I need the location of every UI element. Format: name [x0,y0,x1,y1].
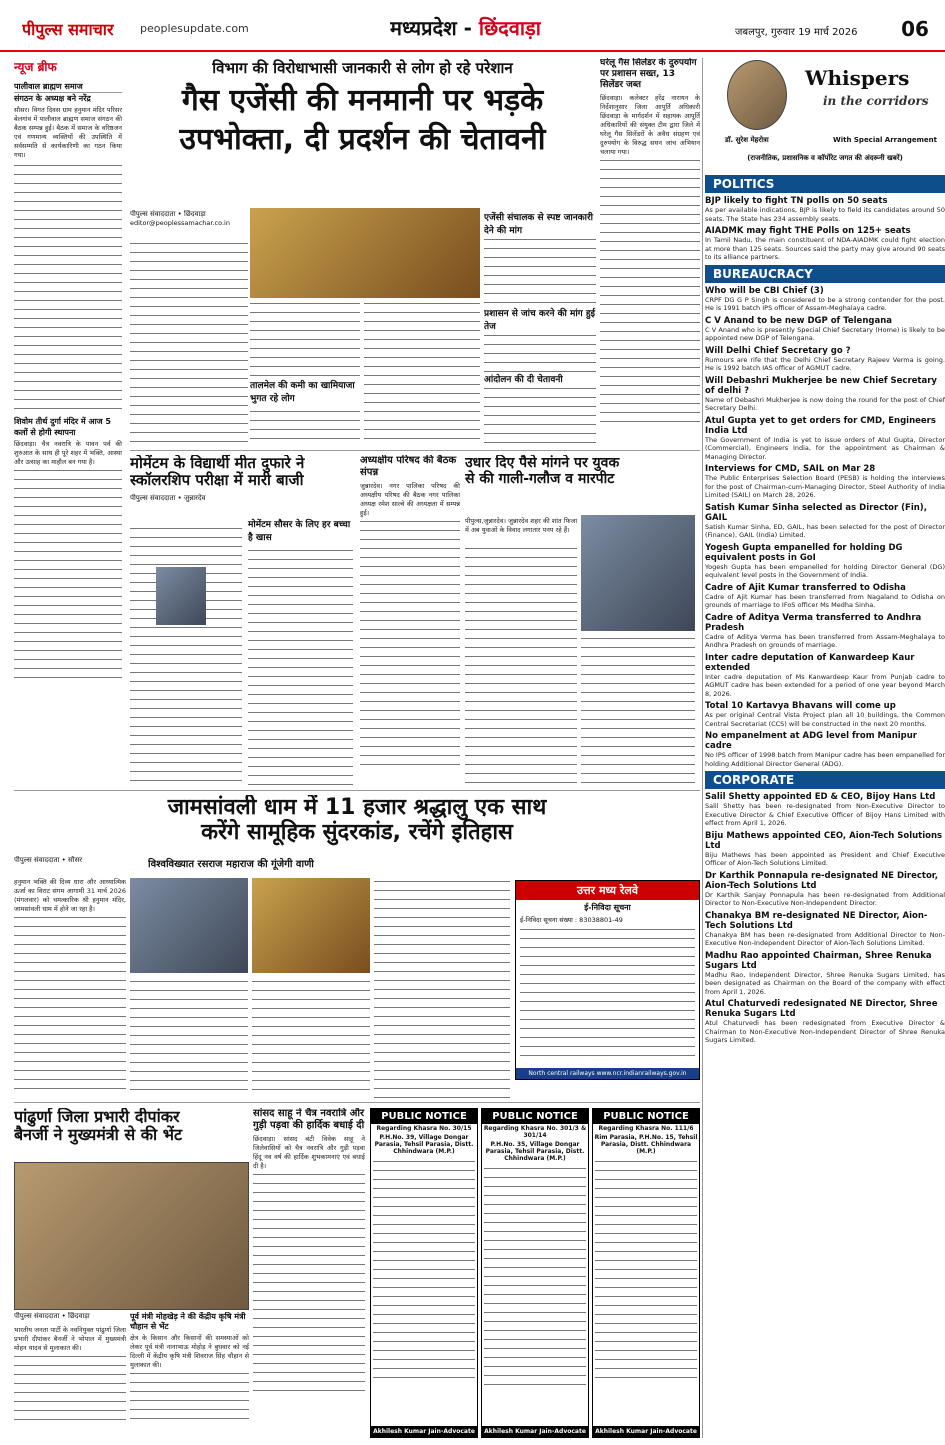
divider [130,450,700,451]
council-meeting-story: अध्यक्षीय परिषद की बैठक संपन्न जुन्नारदेव। नगर पालिका परिषद की अध्यक्षीय परिषद की बैठक नगर पालिका अध्यक्ष रमेश साल्वे की अध्यक्षता में सम्पन्न हुई। [360,455,460,785]
lead-side-column: एजेंसी संचालक से स्पष्ट जानकारी देने की मांग प्रशासन से जांच करने की मांग हुई तेज आंदोलन की दी चेतावनी [484,210,596,445]
lead-title-line2: उपभोक्ता, दी प्रदर्शन की चेतावनी [179,121,546,157]
item-text: Yogesh Gupta has been empanelled for holding Director General (DG) equivalent level posts in the Government of India. [705,562,945,579]
item-text: Rumours are rife that the Delhi Chief Secretary Rajeev Verma is going. He is 1992 batch IAS officer of AGMUT cadre. [705,355,945,372]
text-block [14,162,122,412]
lead-subheading: तालमेल की कमी का खामियाजा भुगत रहे लोग [250,378,360,406]
author-photo [727,60,787,130]
bureaucracy-list [705,286,945,769]
item-text: In Tamil Nadu, the main constituent of NDA-AIADMK could fight election at more than 125 seats. Sources said the party may give around 90 seats to its alliance partners. [705,236,945,261]
mohkhed-story: पूर्व मंत्री मोहखेड़ ने की केंद्रीय कृषि मंत्री चौहान से भेंट क्षेत्र के किसान और किसानों की समस्याओं को लेकर पूर्व मंत्री नानाभाऊ मोहोड़ ने बुधवार को नई दिल्ली में केंद्रीय कृषि मंत्री शिवराज सिंह चौहान से मुलाकात की। [130,1312,249,1438]
news-brief-column [14,58,122,810]
item-text: As per original Central Vista Project plan all 10 buildings, the Common Central Secretariat (CCS) will be constructed in the next 20 months. [705,711,945,728]
item-heading: No empanelment at ADG level from Manipur cadre [705,731,917,751]
jamsawli-subheading: विश्वविख्यात रसराज महाराज की गूंजेगी वाणी [148,859,314,870]
text-block [14,467,122,682]
item-text: Chanakya BM has been re-designated from Additional Director to Non-Executive Non-Independent Director of Aion-Tech Solutions Limited. [705,930,945,947]
item-heading: Cadre of Ajit Kumar transferred to Odisha [705,582,906,593]
newspaper-logo: पीपुल्स समाचार [22,20,114,39]
pandhurna-headline: पांढुर्णा जिला प्रभारी दीपांकर बैनर्जी ने मुख्यमंत्री से की भेंट [14,1108,183,1145]
text-block [130,978,248,1098]
corporate-section-bar: CORPORATE [705,771,945,789]
item-text: Cadre of Ajit Kumar has been transferred from Nagaland to Odisha on grounds of marriage to IFoS officer Ms Medha Sinha. [705,592,945,609]
item-heading: Atul Chaturvedi redesignated NE Director, Shree Renuka Sugars Ltd [705,999,938,1019]
text-block [364,300,480,445]
jamsawli-headline: जामसांवली धाम में 11 हजार श्रद्धालु एक साथ करेंगे सामूहिक सुंदरकांड, रचेंगे इतिहास [167,795,547,846]
item-text: Atul Chaturvedi has been redesignated from Executive Director & Chairman to Non-Executive Non-Independent Director of Shree Renuka Sugars Limited. [705,1019,945,1044]
item-text: Cadre of Aditya Verma has been transferred from Assam-Meghalaya to Andhra Pradesh on grounds of marriage. [705,632,945,649]
text-block [374,878,510,1098]
brief-text: छिंदवाड़ा। चैत्र नवरात्रि के पावन पर्व की शुरुआत के साथ ही पूरे शहर में भक्ति, आस्था और उत्साह का माहौल बन गया है। [14,440,122,466]
item-text: As per available indications, BJP is likely to field its candidates around 50 seats. The State has 234 assembly seats. [705,206,945,223]
brief-heading: पालीवाल ब्राह्मण समाज [14,81,122,93]
assault-story: उधार दिए पैसे मांगने पर युवक से की गाली-गलौज व मारपीट पीपुल्स,जुन्नारदेव। जुन्नारदेव शहर की शांत फिजा में अब युवाओं के विवाद लगातार पनप रहे हैं। [465,455,700,785]
item-text: CRPF DG G P Singh is considered to be a strong contender for the post. He is 1991 batch IPS officer of Assam-Meghalaya cadre. [705,295,945,312]
momentum-story: मोमेंटम के विद्यार्थी मीत दुफारे ने स्कॉलरशिप परीक्षा में मारी बाजी पीपुल्स संवाददाता • जुन्नारदेव मोमेंटम सौसर के लिए हर बच्चा है खास [130,455,355,785]
item-text: Satish Kumar Sinha, ED, GAIL, has been selected for the post of Director (Finance), GAIL (India) Limited. [705,522,945,539]
bureaucracy-section-bar: BUREAUCRACY [705,265,945,283]
item-heading: Inter cadre deputation of Kanwardeep Kaur extended [705,652,915,673]
pandhurna-text: भारतीय जनता पार्टी के नवनियुक्त पांढुर्णा जिला प्रभारी दीपांकर बैनर्जी ने भोपाल में मुख्यमंत्री मोहन यादव से मुलाकात की। [14,1326,126,1438]
item-heading: Cadre of Aditya Verma transferred to Andhra Pradesh [705,612,922,633]
item-text: Biju Mathews has been appointed as President and Chief Executive Officer of Aion-Tech Solutions Limited. [705,850,945,867]
section-title: मध्यप्रदेश - छिंदवाड़ा [390,16,541,40]
item-text: The Public Enterprises Selection Board (PESB) is holding the interviews for the post of Chairman-cum-Managing Director, Steel Authority of India Limited (SAIL) on March 28, 2026. [705,474,945,499]
divider [14,1102,700,1103]
item-text: The Government of India is yet to issue orders of Atul Gupta, Director (Commercial), Engineers India, for the appointment as Chairman & Managing Director. [705,435,945,461]
public-notice-2: PUBLIC NOTICE Regarding Khasra No. 301/3 & 301/14 P.H.No. 35, Village Dongar Parasia, Tehsil Parasia, Distt. Chhindwara (M.P.) Akhilesh Kumar Jain-Advocate [481,1108,589,1438]
text-block [252,978,370,1098]
item-heading: Will Debashri Mukherjee be new Chief Secretary of delhi ? [705,375,937,396]
item-text: No IPS officer of 1998 batch from Manipur cadre has been empanelled for holding Additional Director General (ADG). [705,751,945,768]
item-heading: Atul Gupta yet to get orders for CMD, Engineers India Ltd [705,415,936,436]
politics-section-bar: POLITICS [705,175,945,193]
public-notice-3: PUBLIC NOTICE Regarding Khasra No. 111/6 Rim Parasia, P.H.No. 15, Tehsil Parasia, Distt. Chhindwara (M.P.) Akhilesh Kumar Jain-Advocate [592,1108,700,1438]
railway-tender-ad: उत्तर मध्य रेलवे ई-निविदा सूचना ई-निविदा सूचना संख्या : 83038801-49 North central railways www.ncr.indianrailways.gov.in [515,880,700,1080]
brief-heading: शिवोम तीर्थ दुर्गा मंदिर में आज 5 कलों से होगी स्थापना [14,417,111,437]
page-number: 06 [901,17,929,41]
corporate-list [705,792,945,1045]
item-heading: Yogesh Gupta empanelled for holding DG equivalent posts in GoI [705,542,903,563]
temple-photo [252,878,370,973]
masthead [0,0,945,52]
pandhurna-byline: पीपुल्स संवाददाता • छिंदवाड़ा [14,1312,90,1320]
item-text: Madhu Rao, Independent Director, Shree Renuka Sugars Limited, has been designated as Chairman on the Board of the company with effect from April 1, 2026. [705,970,945,996]
politics-list [705,196,945,262]
gas-side-story: घरेलू गैस सिलेंडर के दुरुपयोग पर प्रशासन सख्त, 13 सिलेंडर जब्त छिंदवाड़ा। कलेक्टर हरेंद्र नारायन के निर्देशानुसार जिला आपूर्ति अधिकारी छिंदवाड़ा के मार्गदर्शन में सहायक आपूर्ति अधिकारियों की संयुक्त टीम द्वारा जिले में घरेलू गैस सिलेंडरों के अवैध संग्रहण एवं दुरुपयोग के विरुद्ध सघन जांच अभियान चलाया गया। [600,58,700,445]
jamsawli-byline: पीपुल्स संवाददाता • सौसर [14,856,83,864]
preacher-photo [130,878,248,973]
item-heading: Salil Shetty appointed ED & CEO, Bijoy Hans Ltd [705,792,936,802]
lead-headline-block [130,58,595,206]
site-url[interactable]: peoplesupdate.com [140,22,249,35]
item-heading: Biju Mathews appointed CEO, Aion-Tech Solutions Ltd [705,830,943,851]
item-heading: Satish Kumar Sinha selected as Director (Fin), GAIL [705,502,927,523]
item-heading: Who will be CBI Chief (3) [705,285,824,296]
item-heading: Total 10 Kartavya Bhavans will come up [705,701,896,711]
brief-subheading: संगठन के अध्यक्ष बने नरेंद्र [14,94,91,103]
item-text: Inter cadre deputation of Ms Kanwardeep Kaur from Punjab cadre to AGMUT cadre has been extended for a period of one year beyond March 8, 2026. [705,672,945,698]
item-text: C V Anand who is presently Special Chief Secretary (Home) is likely to be appointed new DGP of Telengana. [705,325,945,342]
sansad-story: सांसद साहू ने चैत्र नवरात्रि और गुड़ी पड़वा की हार्दिक बधाई दी छिंदवाड़ा। सांसद बंटी विवेक साहू ने जिलेवासियों को चैत्र नवरात्रि और गुड़ी पड़वा हिंदू नव वर्ष की हार्दिक शुभकामनाएं एवं बधाई दी है। [253,1108,365,1438]
chief-minister-meeting-photo [14,1162,249,1310]
brief-text: सौसर। विगत दिवस ग्राम हनुमान मंदिर परिसर बेलगांव में पालीवाल ब्राह्मण समाज संगठन की बैठक सम्पन्न हुई। बैठक में समाज के वरिष्ठजन एवं गणमान्य व्यक्तियों की उपस्थिति में सर्वसम्मति से कार्यकारिणी का गठन किया गया। [14,106,122,159]
item-heading: Madhu Rao appointed Chairman, Shree Renuka Sugars Ltd [705,950,932,971]
whispers-column: Whispers in the corridors डॉ. सुरेश मेहरोत्रा With Special Arrangement (राजनीतिक, प्रशासनिक व कॉर्पोरेट जगत की अंदरूनी खबरें) POLITICS BJP likely to fight TN polls on 50 seats As per available indications, BJP is likely to field its candidates around 50 seats. The State has 234 assembly seats. AIADMK may fight THE Polls on 125+ seats In Tamil Nadu, the main constituent of NDA-AIADMK could fight election at more than 125 seats. Sources said the party may give around 90 seats to its alliance partners. BUREAUCRACY Who will be CBI Chief (3) CRPF DG G P Singh is considered to be a strong contender for the post. He is 1991 batch IPS officer of Assam-Meghalaya cadre. C V Anand to be new DGP of Telengana C V Anand who is presently Special Chief Secretary (Home) is likely to be appointed new DGP of Telengana. Will Delhi Chief Secretary go ? Rumours are rife that the Delhi Chief Secretary Rajeev Verma is going. He is 1992 batch IAS officer of AGMUT cadre. Will Debashri Mukherjee be new Chief Secretary of delhi ? Name of Debashri Mukherjee is now doing the round for the post of Chief Secretary Delhi. Atul Gupta yet to get orders for CMD, Engineers India Ltd The Government of India is yet to issue orders of Atul Gupta, Director (Commercial), Engineers India, for the appointment as Chairman & Managing Director. Interviews for CMD, SAIL on Mar 28 The Public Enterprises Selection Board (PESB) is holding the interviews for the post of Chairman-cum-Managing Director, Steel Authority of India Limited (SAIL) on March 28, 2026. Satish Kumar Sinha selected as Director (Fin), GAIL Satish Kumar Sinha, ED, GAIL, has been selected for the post of Director (Finance), GAIL (India) Limited. Yogesh Gupta empanelled for holding DG equivalent posts in GoI Yogesh Gupta has been empanelled for holding Director General (DG) equivalent level posts in the Government of India. Cadre of Ajit Kumar transferred to Odisha Cadre of Ajit Kumar has been transferred from Nagaland to Odisha on grounds of marriage to IFoS officer Ms Medha Sinha. Cadre of Aditya Verma transferred to Andhra Pradesh Cadre of Aditya Verma has been transferred from Assam-Meghalaya to Andhra Pradesh on grounds of marriage. Inter cadre deputation of Kanwardeep Kaur extended Inter cadre deputation of Ms Kanwardeep Kaur from Punjab cadre to AGMUT cadre has been extended for a period of one year beyond March 8, 2026. Total 10 Kartavya Bhavans will come up As per original Central Vista Project plan all 10 buildings, the Common Central Secretariat (CCS) will be constructed in the next 20 months. No empanelment at ADG level from Manipur cadre No IPS officer of 1998 batch from Manipur cadre has been empanelled for holding Additional Director General (ADG). CORPORATE Salil Shetty appointed ED & CEO, Bijoy Hans Ltd Salil Shetty has been re-designated from Non-Executive Director to Executive Director & Chief Executive Officer of Bijoy Hans Limited with effect from April 1, 2026. Biju Mathews appointed CEO, Aion-Tech Solutions Ltd Biju Mathews has been appointed as President and Chief Executive Officer of Aion-Tech Solutions Limited. Dr Karthik Ponnapula re-designated NE Director, Aion-Tech Solutions Ltd Dr Karthik Sanjay Ponnapula has been re-designated from Additional Director to Non-Executive Non-Independent Director. Chanakya BM re-designated NE Director, Aion-Tech Solutions Ltd Chanakya BM has been re-designated from Additional Director to Non-Executive Non-Independent Director of Aion-Tech Solutions Limited. Madhu Rao appointed Chairman, Shree Renuka Sugars Ltd Madhu Rao, Independent Director, Shree Renuka Sugars Limited, has been designated as Chairman on the Board of the company with effect from April 1, 2026. Atul Chaturvedi redesignated NE Director, Shree Renuka Sugars Ltd Atul Chaturvedi has been redesignated from Executive Director & Chairman to Non-Executive Non-Independent Director of Shree Renuka Sugars Limited. [705,52,945,1445]
student-photo [156,567,206,625]
text-block [130,240,248,445]
news-brief-label: न्यूज ब्रीफ [14,60,57,74]
item-heading: Will Delhi Chief Secretary go ? [705,345,851,356]
item-heading: BJP likely to fight TN polls on 50 seats [705,196,888,206]
item-heading: AIADMK may fight THE Polls on 125+ seats [705,226,911,236]
issue-date: जबलपुर, गुरुवार 19 मार्च 2026 [735,27,858,38]
item-text: Salil Shetty has been re-designated from Non-Executive Director to Executive Director & Chief Executive Officer of Bijoy Hans Limited with effect from April 1, 2026. [705,802,945,827]
item-heading: Chanakya BM re-designated NE Director, Aion-Tech Solutions Ltd [705,910,928,931]
item-heading: Dr Karthik Ponnapula re-designated NE Director, Aion-Tech Solutions Ltd [705,870,938,891]
divider [14,790,700,791]
jamsawli-text: हनुमान भक्ति की दिव्य धारा और आध्यात्मिक ऊर्जा का विराट संगम आगामी 31 मार्च 2026 (मंगलवार) को चमत्कारिक श्री हनुमान मंदिर, जामसांवली धाम में होने जा रहा है। [14,878,126,1098]
lead-kicker: विभाग की विरोधाभासी जानकारी से लोग हो रहे परेशान [212,59,513,77]
item-text: Name of Debashri Mukherjee is now doing the round for the post of Chief Secretary Delhi. [705,395,945,412]
lead-byline: पीपुल्स संवाददाता • छिंदवाड़ा editor@peoplessamachar.co.in [130,210,230,227]
public-notice-1: PUBLIC NOTICE Regarding Khasra No. 30/15 P.H.No. 39, Village Dongar Parasia, Tehsil Parasia, Distt. Chhindwara (M.P.) Akhilesh Kumar Jain-Advocate [370,1108,478,1438]
gas-cylinders-photo [250,208,480,298]
accused-photo [581,515,695,631]
text-block [250,300,360,445]
item-heading: Interviews for CMD, SAIL on Mar 28 [705,464,876,474]
lead-title-line1: गैस एजेंसी की मनमानी पर भड़के [181,83,544,118]
item-text: Dr Karthik Sanjay Ponnapula has been re-designated from Additional Director to Non-Executive Non-Independent Director. [705,890,945,907]
item-heading: C V Anand to be new DGP of Telengana [705,315,892,326]
column-divider [702,58,703,1438]
